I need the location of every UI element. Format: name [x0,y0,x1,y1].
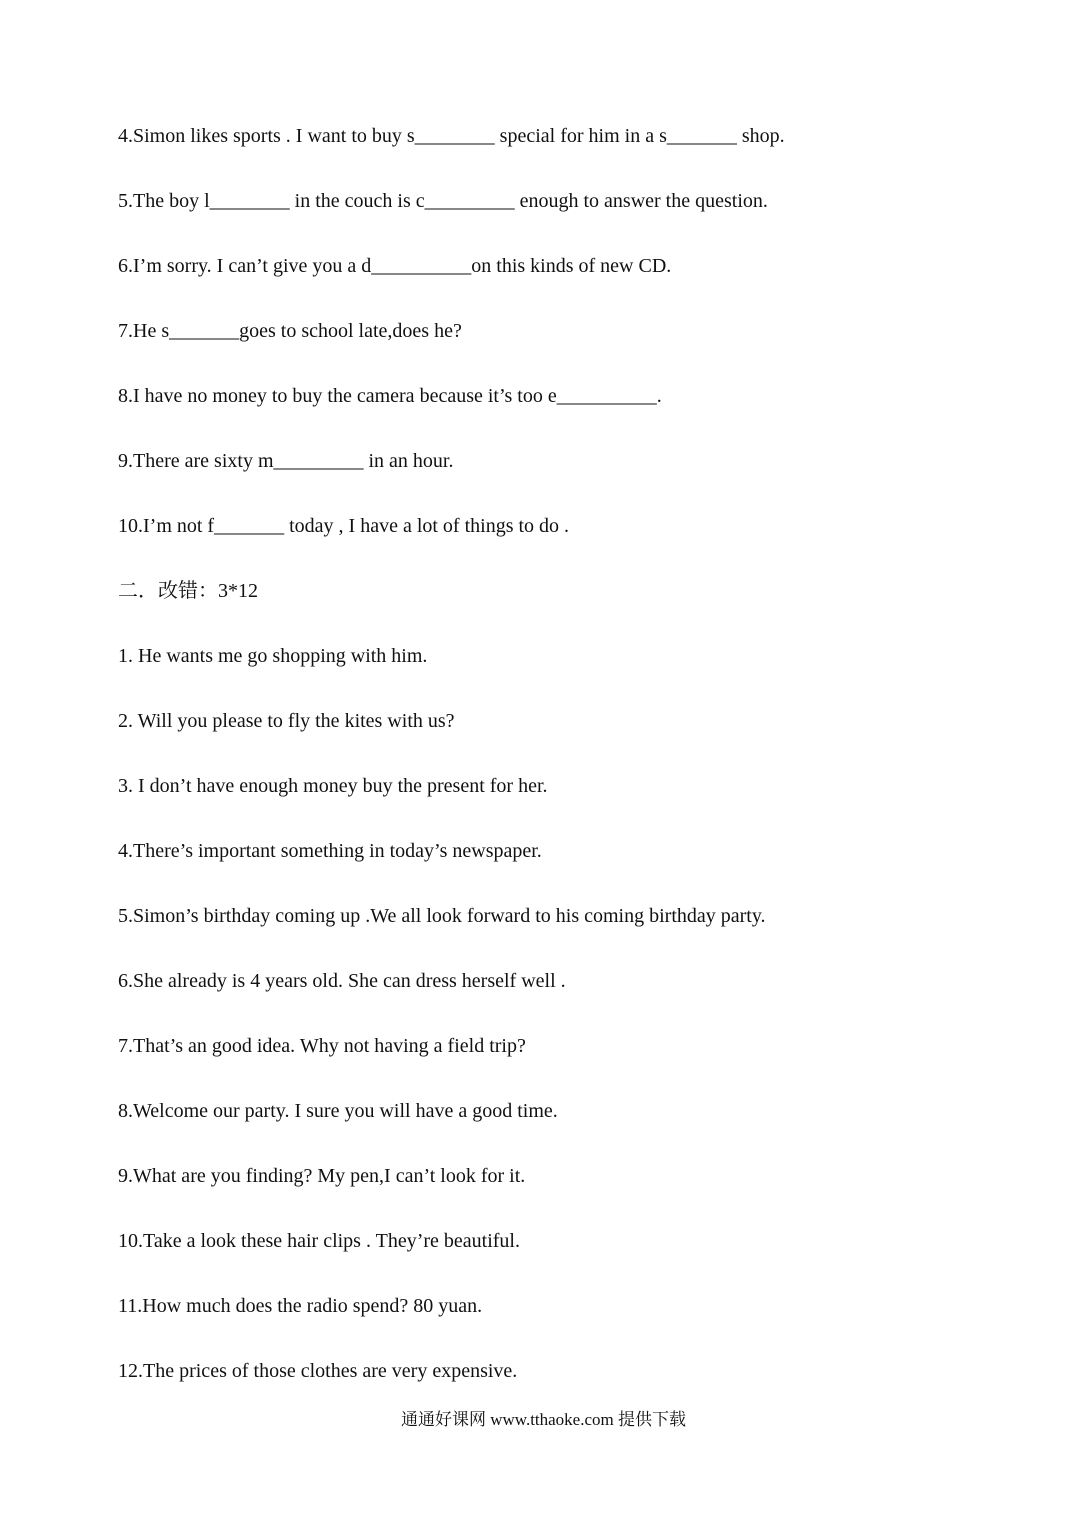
correction-item-5: 5.Simon’s birthday coming up .We all look forward to his coming birthday party. [118,905,766,927]
fill-in-item-9: 9.There are sixty m_________ in an hour. [118,450,454,472]
correction-item-11: 11.How much does the radio spend? 80 yuan. [118,1295,483,1317]
correction-item-1: 1. He wants me go shopping with him. [118,645,428,667]
correction-item-4: 4.There’s important something in today’s newspaper. [118,840,542,862]
correction-item-8: 8.Welcome our party. I sure you will have a good time. [118,1100,558,1122]
correction-item-6: 6.She already is 4 years old. She can dress herself well . [118,970,566,992]
fill-in-item-7: 7.He s_______goes to school late,does he? [118,320,462,342]
correction-item-2: 2. Will you please to fly the kites with us? [118,710,455,732]
correction-item-7: 7.That’s an good idea. Why not having a field trip? [118,1035,526,1057]
section-two-heading: 二．改错：3*12 [118,580,258,602]
correction-item-9: 9.What are you finding? My pen,I can’t look for it. [118,1165,526,1187]
fill-in-item-8: 8.I have no money to buy the camera because it’s too e__________. [118,385,662,407]
fill-in-item-10: 10.I’m not f_______ today , I have a lot of things to do . [118,515,570,537]
fill-in-item-6: 6.I’m sorry. I can’t give you a d__________on this kinds of new CD. [118,255,672,277]
fill-in-item-4: 4.Simon likes sports . I want to buy s________ special for him in a s_______ shop. [118,125,785,147]
correction-item-10: 10.Take a look these hair clips . They’re beautiful. [118,1230,520,1252]
fill-in-item-5: 5.The boy l________ in the couch is c_________ enough to answer the question. [118,190,768,212]
correction-item-3: 3. I don’t have enough money buy the present for her. [118,775,548,797]
correction-item-12: 12.The prices of those clothes are very expensive. [118,1360,518,1382]
page-footer: 通通好课网 www.tthaoke.com 提供下载 [400,1410,687,1429]
